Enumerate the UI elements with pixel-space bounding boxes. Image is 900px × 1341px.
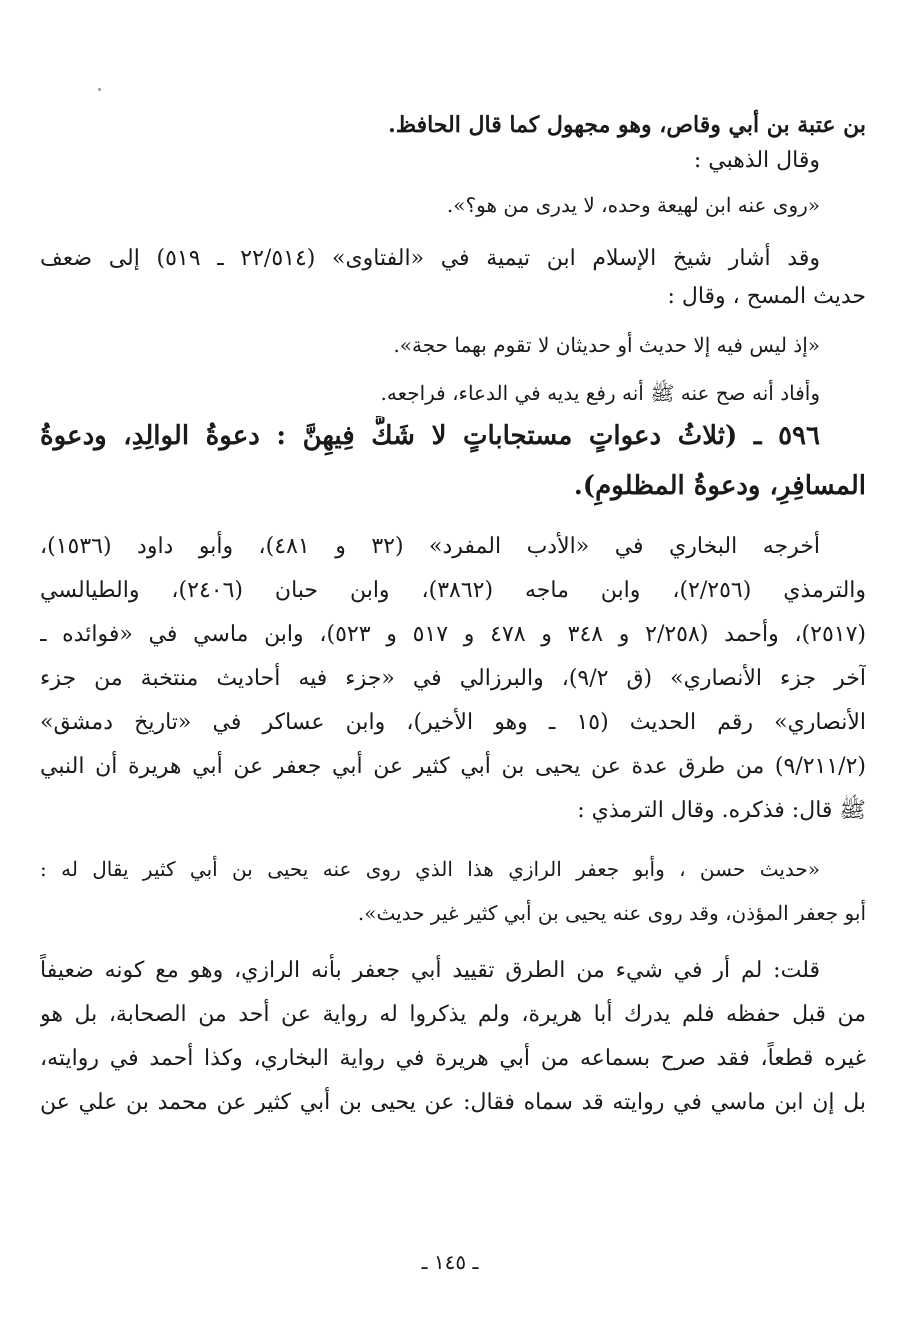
quote-line: «حديث حسن ، وأبو جعفر الرازي هذا الذي روى عنه يحيى بن أبي كثير يقال له : bbox=[40, 857, 820, 881]
commentary-line: بل إن ابن ماسي في روايته قد سماه فقال: عن يحيى بن أبي كثير عن محمد بن علي عن bbox=[40, 1090, 866, 1115]
book-page-text bbox=[40, 108, 866, 1130]
takhrij-line: (٢٥١٧)، وأحمد (٢/٢٥٨ و ٣٤٨ و ٤٧٨ و ٥١٧ و ٥٢٣)، وابن ماسي في «فوائده ـ bbox=[40, 622, 866, 647]
takhrij-line: (٩/٢١١/٢) من طرق عدة عن يحيى بن أبي كثير عن أبي جعفر عن أبي هريرة أن النبي bbox=[40, 754, 866, 779]
takhrij-line: الأنصاري» رقم الحديث (١٥ ـ وهو الأخير)، وابن عساكر في «تاريخ دمشق» bbox=[40, 710, 866, 735]
page-number: ـ ١٤٥ ـ bbox=[421, 1250, 479, 1274]
text-line: وأفاد أنه صح عنه ﷺ أنه رفع يديه في الدعاء، فراجعه. bbox=[380, 381, 820, 405]
quote-line: «إذ ليس فيه إلا حديث أو حديثان لا تقوم بهما حجة». bbox=[393, 333, 820, 357]
text-line: وقال الذهبي : bbox=[693, 148, 820, 173]
hadith-heading: المسافِرِ، ودعوةُ المظلومِ). bbox=[573, 471, 866, 501]
scan-speck bbox=[98, 88, 101, 91]
commentary-line: غيره قطعاً، فقد صرح بسماعه من أبي هريرة في رواية البخاري، وكذا أحمد في روايته، bbox=[40, 1046, 866, 1071]
text-line: وقد أشار شيخ الإسلام ابن تيمية في «الفتاوى» (٢٢/٥١٤ ـ ٥١٩) إلى ضعف bbox=[40, 246, 820, 271]
takhrij-line: آخر جزء الأنصاري» (ق ٩/٢)، والبرزالي في «جزء فيه أحاديث منتخبة من جزء bbox=[40, 666, 866, 691]
text-line: بن عتبة بن أبي وقاص، وهو مجهول كما قال الحافظ. bbox=[388, 112, 866, 138]
quote-line: «روى عنه ابن لهيعة وحده، لا يدرى من هو؟». bbox=[446, 193, 820, 217]
text-line: حديث المسح ، وقال : bbox=[667, 284, 866, 309]
takhrij-line: ﷺ قال: فذكره. وقال الترمذي : bbox=[577, 798, 866, 823]
quote-line: أبو جعفر المؤذن، وقد روى عنه يحيى بن أبي كثير غير حديث». bbox=[357, 901, 866, 925]
takhrij-line: والترمذي (٢/٢٥٦)، وابن ماجه (٣٨٦٢)، وابن حبان (٢٤٠٦)، والطيالسي bbox=[40, 578, 866, 603]
hadith-heading: ٥٩٦ ـ (ثلاثُ دعواتٍ مستجاباتٍ لا شَكَّ فِيهِنَّ : دعوةُ الوالِدِ، ودعوةُ bbox=[40, 421, 820, 451]
commentary-line: من قبل حفظه فلم يدرك أبا هريرة، ولم يذكروا له رواية عن أحد من الصحابة، بل هو bbox=[40, 1002, 866, 1027]
takhrij-line: أخرجه البخاري في «الأدب المفرد» (٣٢ و ٤٨١)، وأبو داود (١٥٣٦)، bbox=[40, 534, 820, 559]
commentary-line: قلت: لم أر في شيء من الطرق تقييد أبي جعفر بأنه الرازي، وهو مع كونه ضعيفاً bbox=[40, 958, 820, 983]
